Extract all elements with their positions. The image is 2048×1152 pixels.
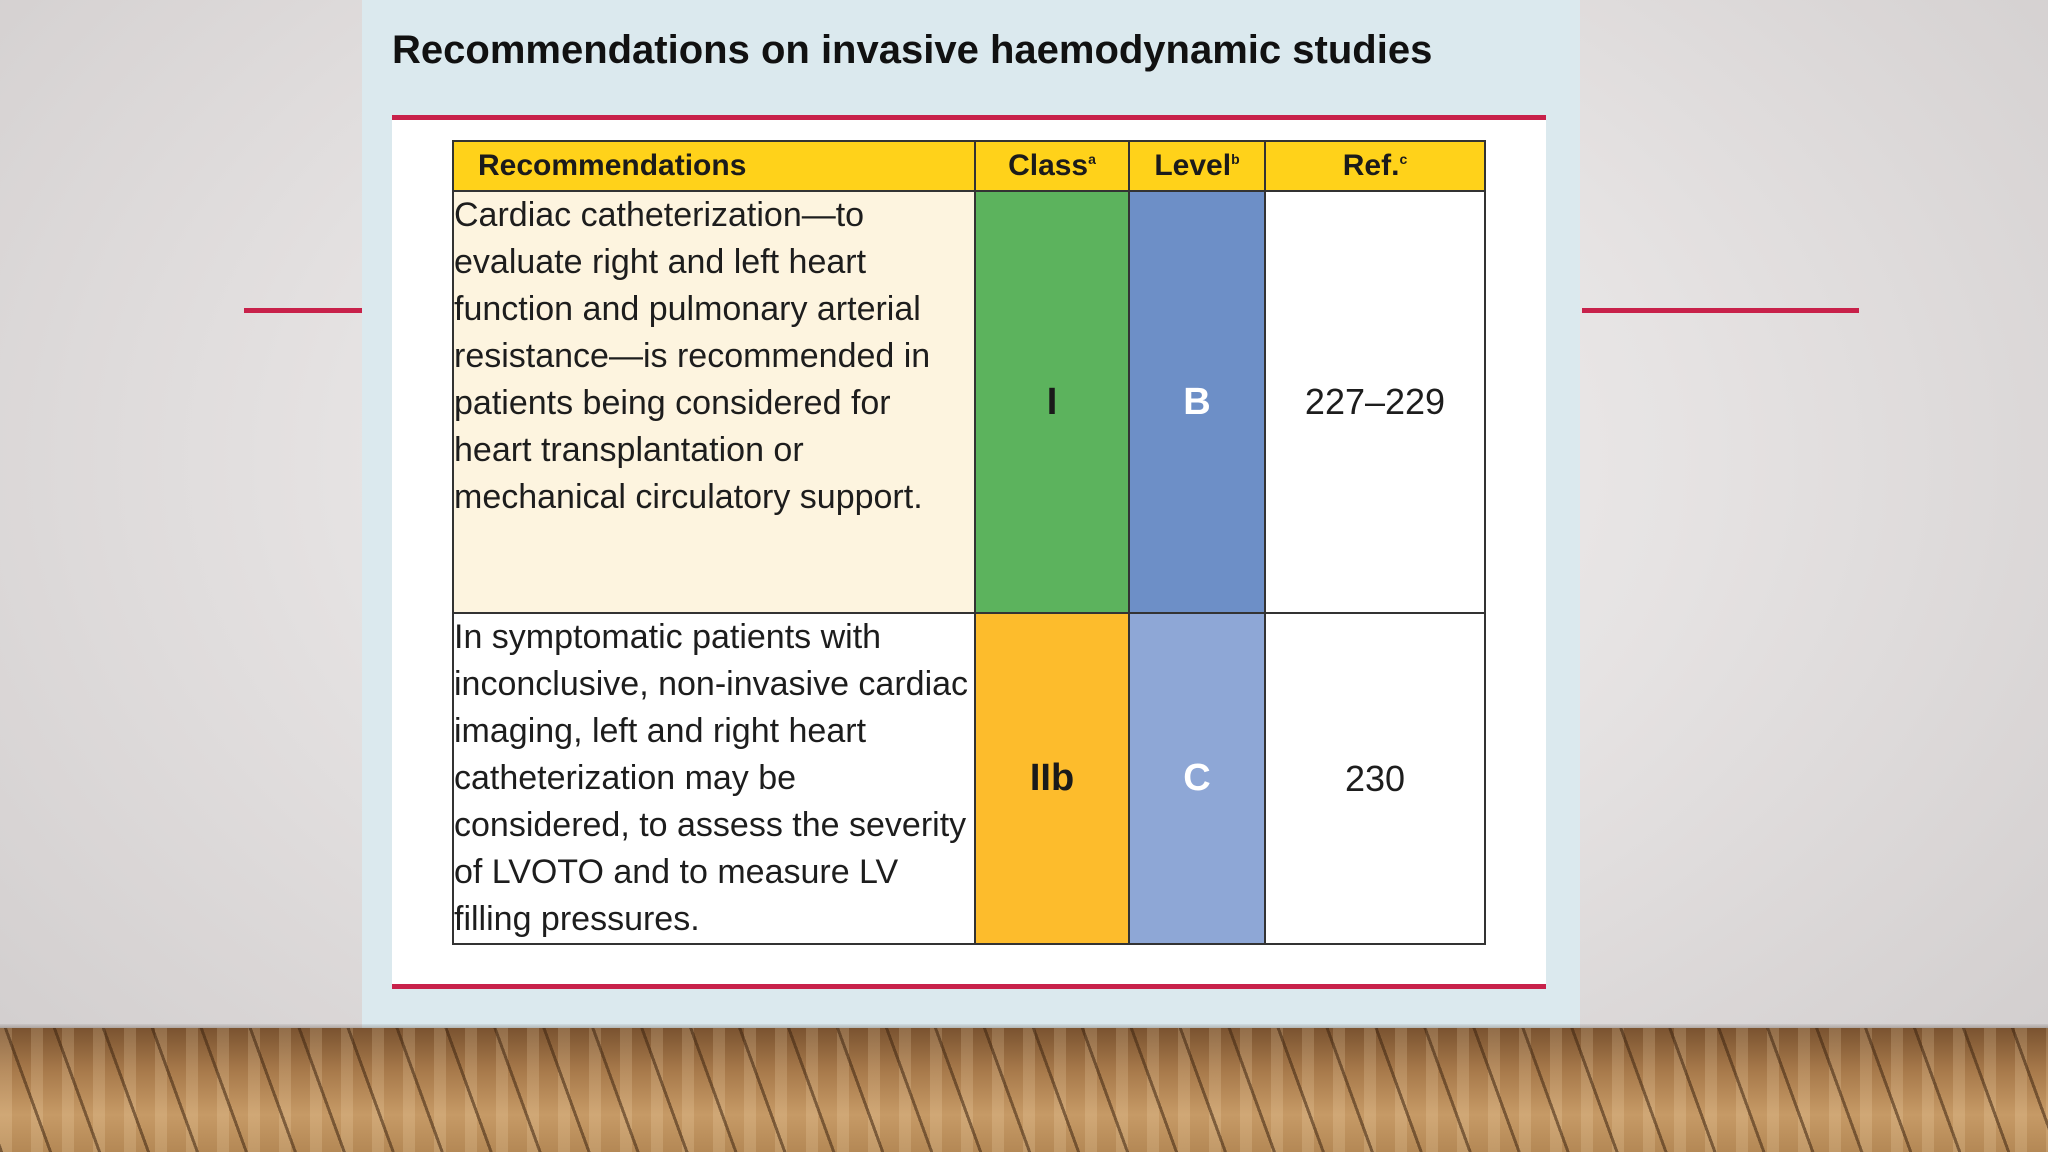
reference-cell: 230 (1265, 613, 1485, 944)
figure-panel (362, 0, 1580, 1028)
bottom-divider (392, 984, 1546, 989)
header-ref-footnote: c (1399, 151, 1408, 167)
header-level-label: Level (1154, 149, 1232, 182)
header-recommendations-label: Recommendations (478, 149, 747, 182)
wooden-floor (0, 1028, 2048, 1152)
header-recommendations (453, 141, 975, 191)
table-header-row (453, 141, 1485, 191)
table-row (453, 613, 1485, 944)
reference-cell: 227–229 (1265, 191, 1485, 613)
page-title: Recommendations on invasive haemodynamic studies (392, 28, 1433, 72)
level-badge: C (1129, 613, 1265, 944)
header-class-label: Class (1008, 149, 1089, 182)
recommendations-table (452, 140, 1486, 945)
class-badge: I (975, 191, 1129, 613)
recommendation-text: In symptomatic patients with inconclusive, non-invasive cardiac imaging, left and right heart catheterization may be considered, to assess the severity of LVOTO and to measure LV filling pressures. (453, 613, 975, 944)
header-level-footnote: b (1231, 151, 1240, 167)
class-badge: IIb (975, 613, 1129, 944)
header-ref (1265, 141, 1485, 191)
table-row (453, 191, 1485, 613)
header-level (1129, 141, 1265, 191)
level-badge: B (1129, 191, 1265, 613)
header-class (975, 141, 1129, 191)
decorative-left-line (244, 308, 362, 313)
recommendation-text: Cardiac catheterization—to evaluate right and left heart function and pulmonary arterial resistance—is recommended in patients being considered for heart transplantation or mechanical circulatory support. (453, 191, 975, 613)
header-class-footnote: a (1088, 151, 1096, 167)
header-ref-label: Ref. (1342, 149, 1400, 182)
decorative-right-line (1582, 308, 1859, 313)
